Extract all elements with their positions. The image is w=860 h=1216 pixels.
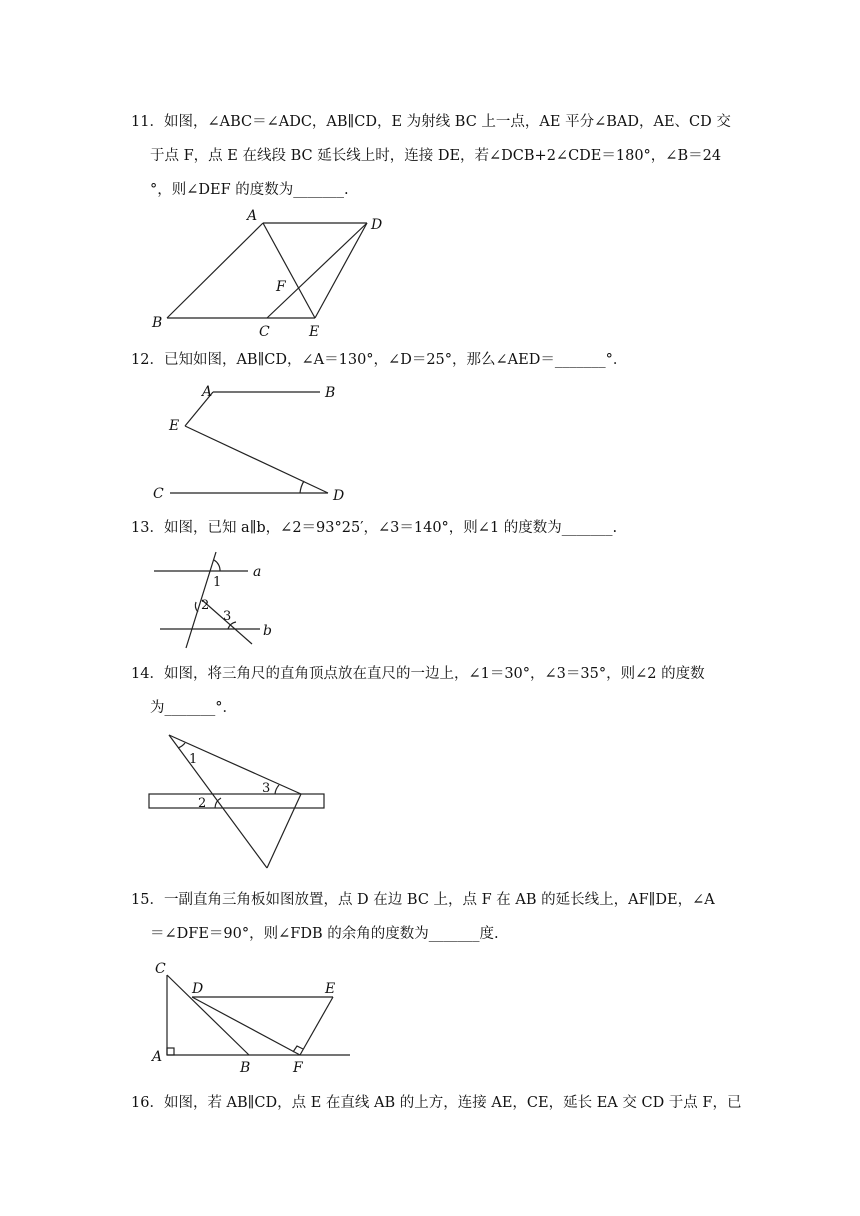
angle-3-arc [275,785,279,794]
label-b: B [152,315,163,331]
q16-line-1: 16．如图，若 AB∥CD，点 E 在直线 AB 的上方，连接 AE，CE，延长 EA 交 CD 于点 F，已 [131,1095,742,1111]
segment-ed [185,426,328,493]
angle-d-arc [300,481,304,493]
angle-1-arc [214,560,220,571]
q13-line-1: 13．如图，已知 a∥b，∠2＝93°25′，∠3＝140°，则∠1 的度数为_______. [131,520,618,536]
label-f: F [276,279,286,295]
label-a: a [253,564,262,580]
right-angle-a-mark [167,1048,174,1055]
segment-fe [300,997,333,1055]
triangle-side-left [169,735,267,868]
angle-1-label: 1 [189,752,198,767]
label-c: C [259,324,270,340]
q14-line-1: 14．如图，将三角尺的直角顶点放在直尺的一边上，∠1＝30°，∠3＝35°，则∠2 的度数 [131,666,705,682]
segment-df [192,997,300,1055]
q13-figure [150,548,290,653]
q15-line-2: ＝∠DFE＝90°，则∠FDB 的余角的度数为_______度. [150,926,499,942]
label-a: A [202,384,213,400]
q14-figure [145,730,335,875]
segment-de [315,223,367,318]
label-c: C [153,486,164,502]
q11-line-2: 于点 F，点 E 在线段 BC 延长线上时，连接 DE，若∠DCB+2∠CDE＝180°，∠B＝24 [150,148,722,164]
right-angle-f-mark [293,1046,303,1052]
angle-3-label: 3 [223,609,232,624]
label-a: A [247,208,258,224]
angle-2-label: 2 [198,796,207,811]
q11-figure [145,205,395,340]
angle-2-label: 2 [201,598,210,613]
segment-cd [267,223,367,318]
label-c: C [155,961,166,977]
label-b: B [325,385,336,401]
q11-line-3: °，则∠DEF 的度数为_______. [150,182,349,198]
q15-line-1: 15．一副直角三角板如图放置，点 D 在边 BC 上，点 F 在 AB 的延长线上，AF∥DE，∠A [131,892,715,908]
segment-cb [167,975,249,1055]
label-e: E [309,324,320,340]
q15-figure [145,955,360,1075]
label-d: D [371,217,383,233]
label-d: D [333,488,345,504]
segment-ae [263,223,315,318]
label-d: D [192,981,204,997]
angle-3-label: 3 [262,781,271,796]
label-b: B [240,1060,251,1076]
q11-line-1: 11．如图，∠ABC＝∠ADC，AB∥CD，E 为射线 BC 上一点，AE 平分∠BAD，AE、CD 交 [131,114,731,130]
label-f: F [293,1060,303,1076]
triangle-side-right [267,794,301,868]
q14-line-2: 为_______°． [150,700,237,716]
label-a: A [152,1049,163,1065]
label-b: b [263,623,272,639]
angle-1-label: 1 [213,575,222,590]
label-e: E [169,418,180,434]
q12-line-1: 12．已知如图，AB∥CD，∠A＝130°，∠D＝25°，那么∠AED＝_______°． [131,352,628,368]
q12-figure [150,378,360,508]
label-e: E [325,981,336,997]
angle-1-arc [178,743,185,748]
segment-ab [167,223,263,318]
